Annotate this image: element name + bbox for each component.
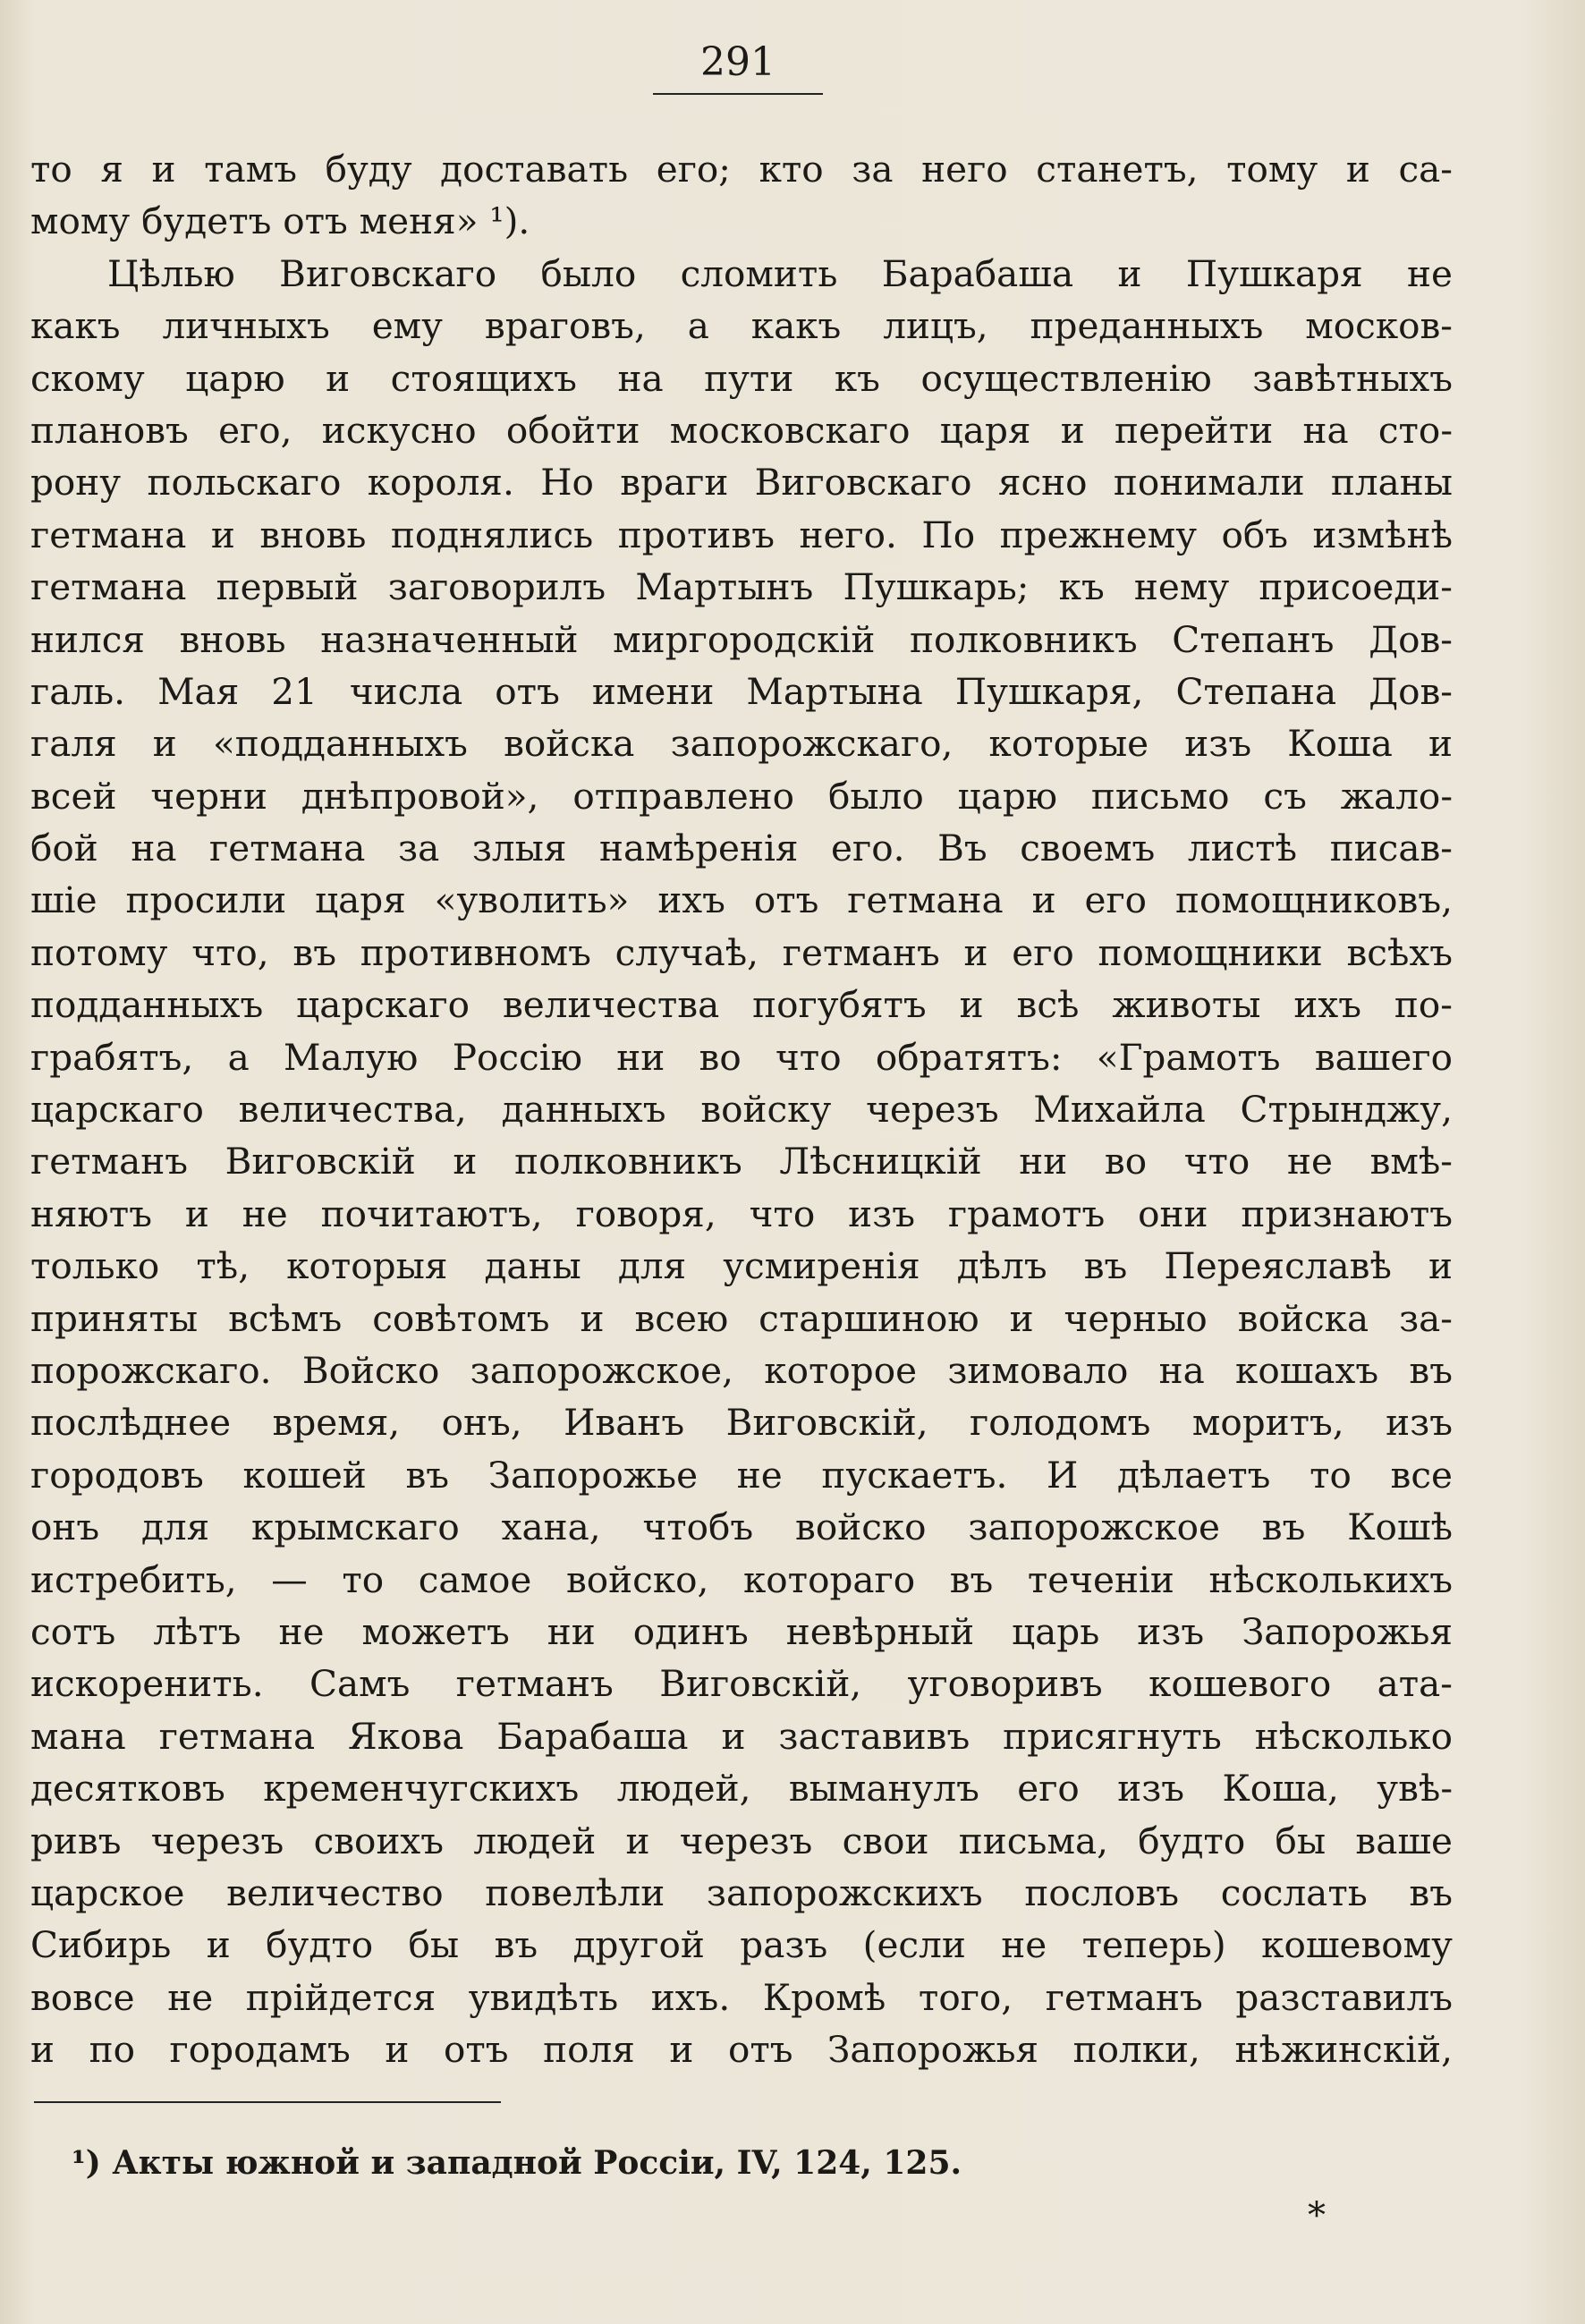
footnote-rule — [34, 2101, 501, 2103]
text-line: шіе просили царя «уволить» ихъ отъ гетмана и его помощниковъ, — [30, 878, 1453, 922]
text-line: порожскаго. Войско запорожское, которое зимовало на кошахъ въ — [30, 1348, 1453, 1392]
text-line: царское величество повелѣли запорожскихъ пословъ сослать въ — [30, 1870, 1453, 1914]
text-line: онъ для крымскаго хана, чтобъ войско запорожское въ Кошѣ — [30, 1506, 1453, 1549]
body-text — [30, 143, 1453, 2075]
text-line: Сибирь и будто бы въ другой разъ (если не теперь) кошевому — [30, 1923, 1453, 1967]
text-line: грабятъ, а Малую Россію ни во что обратятъ: «Грамотъ вашего — [30, 1035, 1453, 1079]
text-line: гетмана первый заговорилъ Мартынъ Пушкарь; къ нему присоеди- — [30, 565, 1453, 609]
text-line: скому царю и стоящихъ на пути къ осуществленію завѣтныхъ — [30, 356, 1453, 400]
text-line: вовсе не прійдется увидѣть ихъ. Кромѣ того, гетманъ разставилъ — [30, 1975, 1453, 2019]
text-line: приняты всѣмъ совѣтомъ и всею старшиною и черныо войска за- — [30, 1296, 1453, 1340]
text-line: нился вновь назначенный миргородскій полковникъ Степанъ Дов- — [30, 617, 1453, 661]
text-line: гетманъ Виговскій и полковникъ Лѣсницкій ни во что не вмѣ- — [30, 1140, 1453, 1183]
text-line: мана гетмана Якова Барабаша и заставивъ присягнуть нѣсколько — [30, 1714, 1453, 1758]
signature-mark: * — [1308, 2195, 1326, 2236]
text-line: подданныхъ царскаго величества погубятъ и всѣ животы ихъ по- — [30, 983, 1453, 1027]
text-line: городовъ кошей въ Запорожье не пускаетъ. И дѣлаетъ то все — [30, 1453, 1453, 1497]
text-line: истребить, — то самое войско, котораго въ теченіи нѣсколькихъ — [30, 1557, 1453, 1601]
text-line: Цѣлью Виговскаго было сломить Барабаша и Пушкаря не — [107, 251, 1453, 295]
text-line: царскаго величества, данныхъ войску черезъ Михайла Стрынджу, — [30, 1088, 1453, 1132]
text-line: сотъ лѣтъ не можетъ ни одинъ невѣрный царь изъ Запорожья — [30, 1609, 1453, 1653]
text-line: галь. Мая 21 числа отъ имени Мартына Пушкаря, Степана Дов- — [30, 669, 1453, 713]
text-line: ривъ черезъ своихъ людей и черезъ свои письма, будто бы ваше — [30, 1819, 1453, 1862]
text-line: послѣднее время, онъ, Иванъ Виговскій, голодомъ моритъ, изъ — [30, 1401, 1453, 1445]
text-line: то я и тамъ буду доставать его; кто за него станетъ, тому и са- — [30, 148, 1453, 191]
text-line: только тѣ, которыя даны для усмиренія дѣлъ въ Переяславѣ и — [30, 1244, 1453, 1288]
text-line: десятковъ кременчугскихъ людей, выманулъ его изъ Коша, увѣ- — [30, 1767, 1453, 1811]
text-line: и по городамъ и отъ поля и отъ Запорожья полки, нѣжинскій, — [30, 2028, 1453, 2072]
page-number-rule — [653, 93, 823, 95]
text-line: какъ личныхъ ему враговъ, а какъ лицъ, преданныхъ москов- — [30, 304, 1453, 348]
text-line: мому будетъ отъ меня» ¹). — [30, 199, 530, 243]
text-line: плановъ его, искусно обойти московскаго царя и перейти на сто- — [30, 408, 1453, 452]
text-line: искоренить. Самъ гетманъ Виговскій, уговоривъ кошевого ата- — [30, 1662, 1453, 1706]
text-line: гетмана и вновь поднялись противъ него. По прежнему объ измѣнѣ — [30, 513, 1453, 556]
text-line: рону польскаго короля. Но враги Виговскаго ясно понимали планы — [30, 461, 1453, 505]
text-line: потому что, въ противномъ случаѣ, гетманъ и его помощники всѣхъ — [30, 930, 1453, 974]
text-line: галя и «подданныхъ войска запорожскаго, которые изъ Коша и — [30, 722, 1453, 766]
text-line: бой на гетмана за злыя намѣренія его. Въ своемъ листѣ писав- — [30, 827, 1453, 870]
text-line: няютъ и не почитаютъ, говоря, что изъ грамотъ они признаютъ — [30, 1192, 1453, 1235]
footnote: ¹) Акты южной и западной Россіи, IV, 124, 125. — [72, 2144, 962, 2182]
text-line: всей черни днѣпровой», отправлено было царю письмо съ жало- — [30, 774, 1453, 818]
page-number: 291 — [700, 39, 776, 85]
